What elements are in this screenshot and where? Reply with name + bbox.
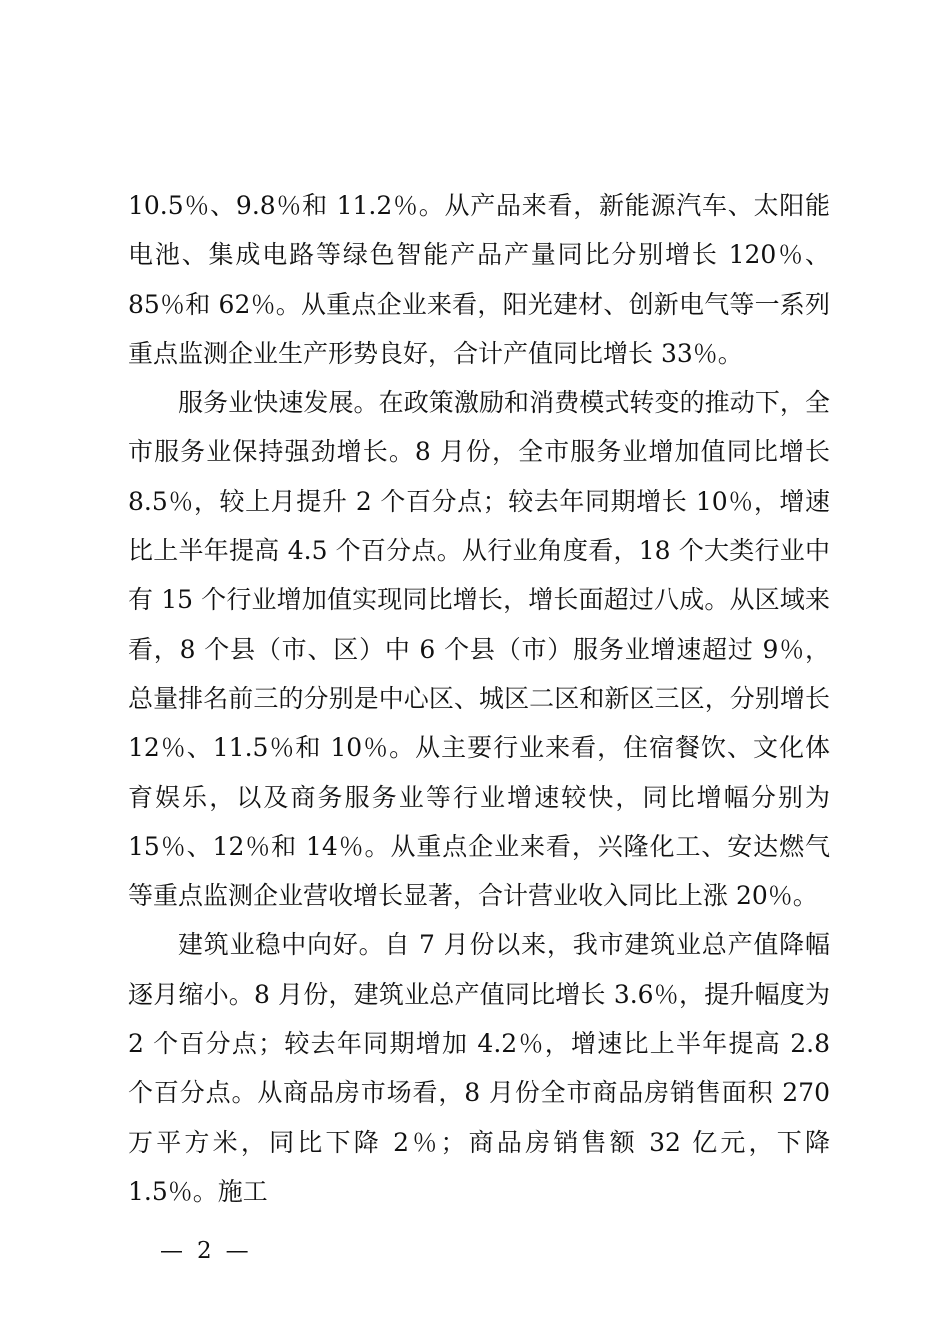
paragraph-services: 服务业快速发展。在政策激励和消费模式转变的推动下，全市服务业保持强劲增长。8 月份，全市服务业增加值同比增长 8.5％，较上月提升 2 个百分点；较去年同期增长 10％，增速比上半年提高 4.5 个百分点。从行业角度看，18 个大类行业中有 15 个行业增加值实现同比增长，增长面超过八成。从区域来看，8 个县（市、区）中 6 个县（市）服务业增速超过 9％，总量排名前三的分别是中心区、城区二区和新区三区，分别增长 12％、11.5％和 10％。从主要行业来看，住宿餐饮、文化体育娱乐，以及商务服务业等行业增速较快，同比增幅分别为 15％、12％和 14％。从重点企业来看，兴隆化工、安达燃气等重点监测企业营收增长显著，合计营业收入同比上涨 20％。 [128, 388, 830, 911]
page-number: 2 [197, 1238, 212, 1264]
footer-dash-left: — [160, 1238, 183, 1264]
footer-dash-right: — [225, 1238, 249, 1264]
paragraph-industry-continued: 10.5％、9.8％和 11.2％。从产品来看，新能源汽车、太阳能电池、集成电路等绿色智能产品产量同比分别增长 120％、85％和 62％。从重点企业来看，阳光建材、创新电气等一系列重点监测企业生产形势良好，合计产值同比增长 33％。 [128, 191, 830, 368]
page-footer [160, 1236, 249, 1266]
paragraph-construction: 建筑业稳中向好。自 7 月份以来，我市建筑业总产值降幅逐月缩小。8 月份，建筑业总产值同比增长 3.6％，提升幅度为 2 个百分点；较去年同期增加 4.2％，增速比上半年提高 2.8 个百分点。从商品房市场看，8 月份全市商品房销售面积 270 万平方米，同比下降 2％；商品房销售额 32 亿元，下降 1.5％。施工 [128, 930, 830, 1206]
document-body [128, 181, 830, 1216]
